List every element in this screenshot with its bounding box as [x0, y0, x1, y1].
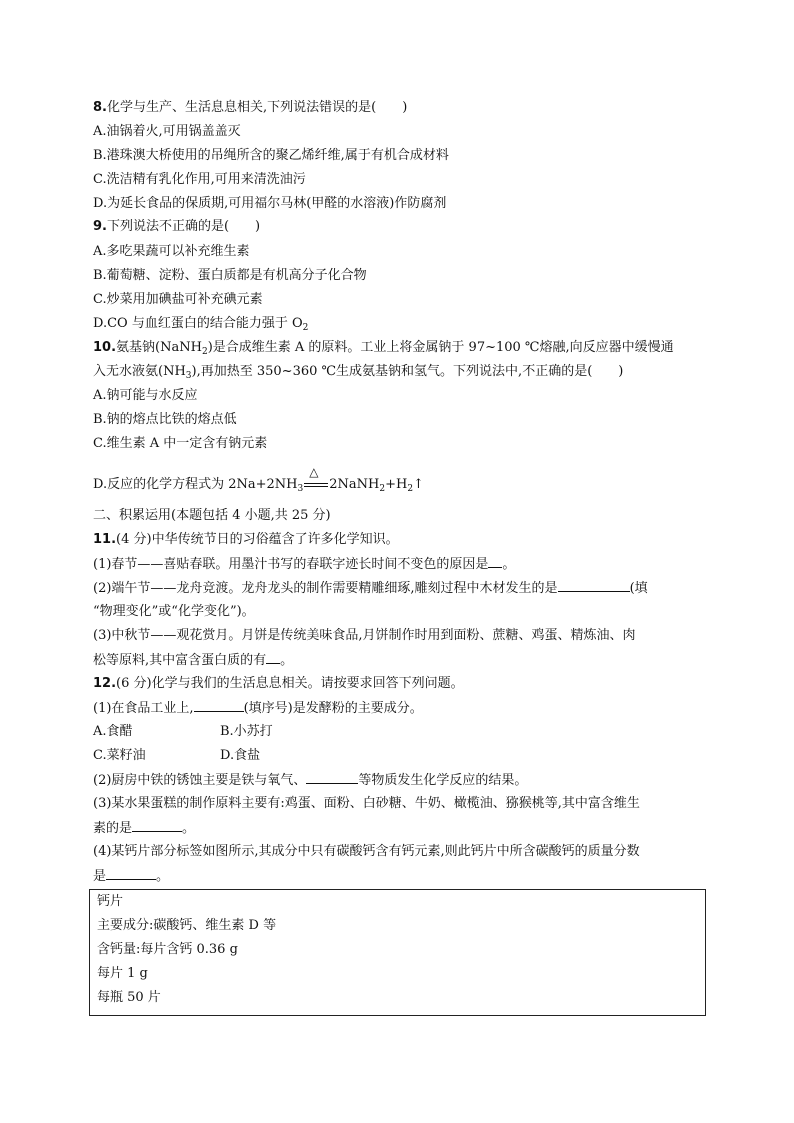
q12-part4: (4)某钙片部分标签如图所示,其成分中只有碳酸钙含有钙元素,则此钙片中所含碳酸钙的质量分数	[93, 844, 640, 859]
answer-blank[interactable]	[558, 579, 630, 592]
q12-options-row1	[93, 723, 273, 741]
q12-part3-line2: 素的是 。	[93, 821, 196, 836]
label-bottle-count: 每瓶 50 片	[97, 990, 161, 1005]
q12-option-d: D.食盐	[220, 748, 261, 763]
q8-number: 8.	[93, 100, 107, 115]
answer-blank[interactable]	[306, 771, 358, 784]
q9-option-a: A.多吃果蔬可以补充维生素	[93, 244, 250, 259]
q9-number: 9.	[93, 219, 107, 234]
q8-option-a: A.油锅着火,可用锅盖盖灭	[93, 124, 241, 139]
label-calcium-content: 含钙量:每片含钙 0.36 g	[97, 942, 238, 957]
label-tablet-weight: 每片 1 g	[97, 966, 148, 981]
q8-option-c: C.洗洁精有乳化作用,可用来清洗油污	[93, 172, 306, 187]
q11-stem: 11.(4 分)中华传统节日的习俗蕴含了许多化学知识。	[93, 532, 399, 547]
q12-number: 12.	[93, 676, 117, 691]
q9-option-c: C.炒菜用加碘盐可补充碘元素	[93, 292, 263, 307]
q11-part2-line2: “物理变化”或“化学变化”)。	[93, 604, 255, 619]
gas-arrow-icon: ↑	[413, 477, 424, 492]
q10-stem: 10.氨基钠(NaNH$_2$)是合成维生素 A 的原料。工业上将金属钠于 97~100 ℃熔融,向反应器中缓慢通	[93, 340, 674, 357]
answer-blank[interactable]	[106, 867, 156, 880]
q10-option-d: D.反应的化学方程式为 $2Na+2NH_3$ △ $2NaNH_2+H_2↑$	[93, 465, 424, 494]
q12-stem: 12.(6 分)化学与我们的生活息息相关。请按要求回答下列问题。	[93, 676, 464, 691]
q10-option-c: C.维生素 A 中一定含有钠元素	[93, 436, 268, 451]
q8-stem: 8.化学与生产、生活息息相关,下列说法错误的是( )	[93, 100, 408, 115]
q12-option-c: C.菜籽油	[93, 748, 146, 763]
q11-part1: (1)春节——喜贴春联。用墨汁书写的春联字迹长时间不变色的原因是 。	[93, 557, 516, 572]
q9-stem: 9.下列说法不正确的是( )	[93, 219, 261, 234]
heat-condition-symbol: △	[309, 465, 319, 479]
q8-option-d: D.为延长食品的保质期,可用福尔马林(甲醛的水溶液)作防腐剂	[93, 196, 447, 211]
q8-option-b: B.港珠澳大桥使用的吊绳所含的聚乙烯纤维,属于有机合成材料	[93, 148, 449, 163]
q12-options-row2	[93, 747, 261, 765]
q11-part3: (3)中秋节——观花赏月。月饼是传统美味食品,月饼制作时用到面粉、蔗糖、鸡蛋、精炼油、肉	[93, 628, 636, 643]
answer-blank[interactable]	[488, 555, 502, 568]
q12-option-a: A.食醋	[93, 724, 133, 739]
q12-part1: (1)在食品工业上, (填序号)是发酵粉的主要成分。	[93, 701, 423, 716]
q10-number: 10.	[93, 340, 117, 355]
calcium-tablet-label	[89, 889, 706, 1016]
section-2-heading: 二、积累运用(本题包括 4 小题,共 25 分)	[93, 508, 331, 523]
answer-blank[interactable]	[132, 819, 182, 832]
q10-option-a: A.钠可能与水反应	[93, 388, 198, 403]
reaction-arrow	[303, 465, 329, 494]
label-ingredients: 主要成分:碳酸钙、维生素 D 等	[97, 918, 277, 933]
q12-part4-line2: 是 。	[93, 869, 170, 884]
answer-blank[interactable]	[194, 699, 244, 712]
q12-option-b: B.小苏打	[220, 724, 273, 739]
q9-option-d: D.CO 与血红蛋白的结合能力强于 $O_2$	[93, 316, 309, 333]
q11-number: 11.	[93, 532, 117, 547]
q10-option-b: B.钠的熔点比铁的熔点低	[93, 412, 237, 427]
q12-part2: (2)厨房中铁的锈蚀主要是铁与氧气、 等物质发生化学反应的结果。	[93, 773, 528, 788]
q9-option-b: B.葡萄糖、淀粉、蛋白质都是有机高分子化合物	[93, 268, 367, 283]
equals-line	[304, 483, 328, 487]
q12-part3: (3)某水果蛋糕的制作原料主要有:鸡蛋、面粉、白砂糖、牛奶、橄榄油、猕猴桃等,其中富含维生	[93, 796, 640, 811]
q11-part3-line2: 松等原料,其中富含蛋白质的有 。	[93, 653, 294, 668]
q11-part2: (2)端午节——龙舟竞渡。龙舟龙头的制作需要精雕细琢,雕刻过程中木材发生的是 (填	[93, 581, 648, 596]
label-title: 钙片	[97, 894, 124, 909]
q10-stem-line2: 入无水液氨$(NH_3)$,再加热至 350~360 ℃生成氨基钠和氢气。下列说法中,不正确的是( )	[93, 364, 624, 381]
answer-blank[interactable]	[266, 651, 280, 664]
